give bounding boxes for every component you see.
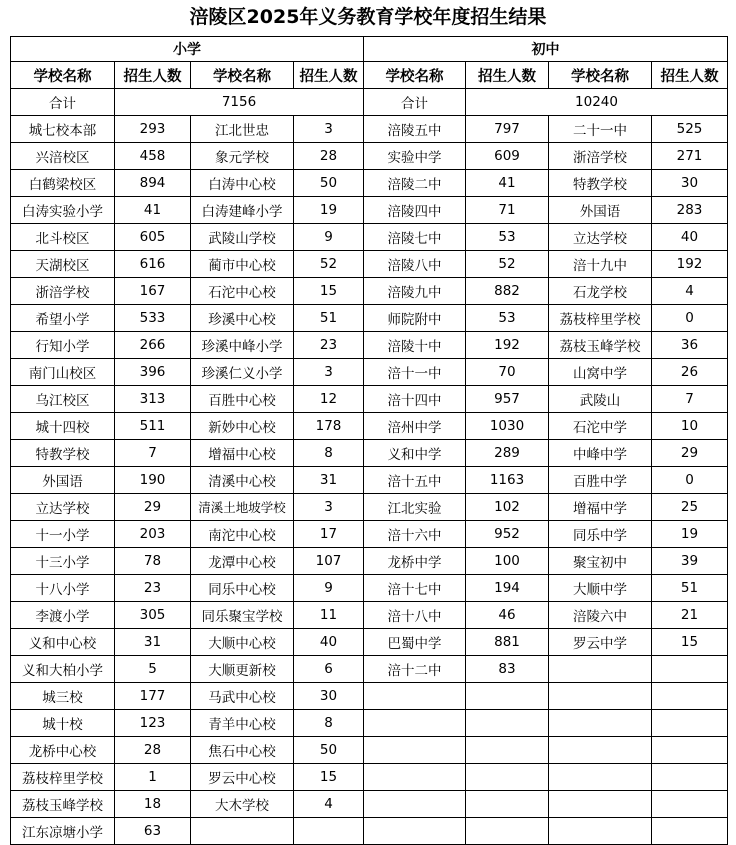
column-header: 招生人数 bbox=[652, 62, 728, 89]
school-name-cell: 清溪中心校 bbox=[191, 467, 294, 494]
school-name-cell: 巴蜀中学 bbox=[364, 629, 466, 656]
school-name-cell: 聚宝初中 bbox=[549, 548, 652, 575]
enrollment-count-cell: 25 bbox=[652, 494, 728, 521]
enrollment-count-cell: 21 bbox=[652, 602, 728, 629]
total-value-primary: 7156 bbox=[115, 89, 364, 116]
school-name-cell: 特教学校 bbox=[549, 170, 652, 197]
enrollment-count-cell: 952 bbox=[466, 521, 549, 548]
school-name-cell: 十八小学 bbox=[11, 575, 115, 602]
header-row bbox=[11, 62, 728, 89]
enrollment-count-cell: 9 bbox=[294, 575, 364, 602]
school-name-cell: 珍溪中心校 bbox=[191, 305, 294, 332]
enrollment-count-cell: 11 bbox=[294, 602, 364, 629]
enrollment-count-cell: 0 bbox=[652, 305, 728, 332]
enrollment-count-cell: 23 bbox=[294, 332, 364, 359]
enrollment-count-cell: 107 bbox=[294, 548, 364, 575]
enrollment-count-cell: 609 bbox=[466, 143, 549, 170]
table-row bbox=[11, 764, 728, 791]
table-row bbox=[11, 197, 728, 224]
school-name-cell: 白鹤梁校区 bbox=[11, 170, 115, 197]
school-name-cell: 义和大柏小学 bbox=[11, 656, 115, 683]
school-name-cell bbox=[191, 818, 294, 845]
school-name-cell: 外国语 bbox=[549, 197, 652, 224]
enrollment-count-cell: 4 bbox=[652, 278, 728, 305]
school-name-cell: 白涛实验小学 bbox=[11, 197, 115, 224]
enrollment-count-cell: 511 bbox=[115, 413, 191, 440]
enrollment-count-cell: 9 bbox=[294, 224, 364, 251]
totals-row bbox=[11, 89, 728, 116]
school-name-cell: 立达学校 bbox=[11, 494, 115, 521]
enrollment-count-cell bbox=[466, 818, 549, 845]
table-row bbox=[11, 170, 728, 197]
enrollment-table bbox=[10, 36, 728, 845]
enrollment-count-cell: 192 bbox=[652, 251, 728, 278]
section-middle: 初中 bbox=[364, 37, 728, 62]
school-name-cell: 白涛中心校 bbox=[191, 170, 294, 197]
enrollment-count-cell: 1030 bbox=[466, 413, 549, 440]
total-label-middle: 合计 bbox=[364, 89, 466, 116]
column-header: 学校名称 bbox=[549, 62, 652, 89]
enrollment-count-cell: 525 bbox=[652, 116, 728, 143]
school-name-cell: 南沱中心校 bbox=[191, 521, 294, 548]
table-row bbox=[11, 386, 728, 413]
enrollment-count-cell: 3 bbox=[294, 494, 364, 521]
enrollment-count-cell: 31 bbox=[294, 467, 364, 494]
enrollment-count-cell: 26 bbox=[652, 359, 728, 386]
table-row bbox=[11, 548, 728, 575]
enrollment-count-cell: 192 bbox=[466, 332, 549, 359]
school-name-cell: 增福中学 bbox=[549, 494, 652, 521]
school-name-cell: 马武中心校 bbox=[191, 683, 294, 710]
enrollment-count-cell: 0 bbox=[652, 467, 728, 494]
table-row bbox=[11, 278, 728, 305]
enrollment-count-cell bbox=[294, 818, 364, 845]
enrollment-count-cell bbox=[652, 656, 728, 683]
table-row bbox=[11, 467, 728, 494]
school-name-cell: 罗云中心校 bbox=[191, 764, 294, 791]
total-value-middle: 10240 bbox=[466, 89, 728, 116]
enrollment-count-cell: 3 bbox=[294, 359, 364, 386]
enrollment-count-cell: 882 bbox=[466, 278, 549, 305]
school-name-cell: 新妙中心校 bbox=[191, 413, 294, 440]
school-name-cell: 行知小学 bbox=[11, 332, 115, 359]
enrollment-count-cell: 194 bbox=[466, 575, 549, 602]
enrollment-count-cell: 36 bbox=[652, 332, 728, 359]
school-name-cell: 石沱中学 bbox=[549, 413, 652, 440]
school-name-cell: 武陵山学校 bbox=[191, 224, 294, 251]
table-row bbox=[11, 602, 728, 629]
table-row bbox=[11, 413, 728, 440]
school-name-cell: 龙桥中心校 bbox=[11, 737, 115, 764]
column-header: 招生人数 bbox=[294, 62, 364, 89]
school-name-cell: 石龙学校 bbox=[549, 278, 652, 305]
column-header: 学校名称 bbox=[11, 62, 115, 89]
school-name-cell bbox=[549, 737, 652, 764]
table-row bbox=[11, 224, 728, 251]
enrollment-count-cell: 50 bbox=[294, 170, 364, 197]
school-name-cell: 十三小学 bbox=[11, 548, 115, 575]
enrollment-count-cell: 458 bbox=[115, 143, 191, 170]
enrollment-count-cell: 18 bbox=[115, 791, 191, 818]
school-name-cell: 增福中心校 bbox=[191, 440, 294, 467]
enrollment-count-cell: 283 bbox=[652, 197, 728, 224]
school-name-cell: 浙涪学校 bbox=[11, 278, 115, 305]
enrollment-count-cell bbox=[652, 683, 728, 710]
table-row bbox=[11, 359, 728, 386]
enrollment-count-cell: 12 bbox=[294, 386, 364, 413]
school-name-cell bbox=[549, 683, 652, 710]
school-name-cell: 实验中学 bbox=[364, 143, 466, 170]
school-name-cell: 罗云中学 bbox=[549, 629, 652, 656]
enrollment-count-cell: 39 bbox=[652, 548, 728, 575]
table-row bbox=[11, 116, 728, 143]
school-name-cell: 城七校本部 bbox=[11, 116, 115, 143]
page-title: 涪陵区2025年义务教育学校年度招生结果 bbox=[189, 6, 547, 28]
school-name-cell bbox=[364, 818, 466, 845]
school-name-cell: 浙涪学校 bbox=[549, 143, 652, 170]
enrollment-count-cell: 70 bbox=[466, 359, 549, 386]
enrollment-count-cell: 305 bbox=[115, 602, 191, 629]
school-name-cell: 义和中学 bbox=[364, 440, 466, 467]
school-name-cell bbox=[364, 791, 466, 818]
enrollment-count-cell: 3 bbox=[294, 116, 364, 143]
enrollment-count-cell: 797 bbox=[466, 116, 549, 143]
school-name-cell: 百胜中学 bbox=[549, 467, 652, 494]
enrollment-count-cell: 31 bbox=[115, 629, 191, 656]
school-name-cell: 龙桥中学 bbox=[364, 548, 466, 575]
enrollment-count-cell: 1163 bbox=[466, 467, 549, 494]
enrollment-count-cell: 15 bbox=[652, 629, 728, 656]
school-name-cell: 涪州中学 bbox=[364, 413, 466, 440]
school-name-cell: 涪十七中 bbox=[364, 575, 466, 602]
enrollment-count-cell: 41 bbox=[466, 170, 549, 197]
school-name-cell: 涪十四中 bbox=[364, 386, 466, 413]
school-name-cell bbox=[364, 737, 466, 764]
school-name-cell: 焦石中心校 bbox=[191, 737, 294, 764]
enrollment-count-cell: 51 bbox=[294, 305, 364, 332]
school-name-cell: 义和中心校 bbox=[11, 629, 115, 656]
school-name-cell: 象元学校 bbox=[191, 143, 294, 170]
school-name-cell: 师院附中 bbox=[364, 305, 466, 332]
school-name-cell: 中峰中学 bbox=[549, 440, 652, 467]
school-name-cell: 李渡小学 bbox=[11, 602, 115, 629]
enrollment-count-cell bbox=[466, 791, 549, 818]
table-row bbox=[11, 710, 728, 737]
school-name-cell: 珍溪仁义小学 bbox=[191, 359, 294, 386]
enrollment-count-cell: 63 bbox=[115, 818, 191, 845]
school-name-cell: 涪陵九中 bbox=[364, 278, 466, 305]
enrollment-count-cell: 53 bbox=[466, 305, 549, 332]
enrollment-count-cell: 203 bbox=[115, 521, 191, 548]
school-name-cell: 涪陵六中 bbox=[549, 602, 652, 629]
enrollment-count-cell: 40 bbox=[652, 224, 728, 251]
enrollment-count-cell: 190 bbox=[115, 467, 191, 494]
school-name-cell: 兴涪校区 bbox=[11, 143, 115, 170]
enrollment-count-cell: 52 bbox=[294, 251, 364, 278]
table-row bbox=[11, 629, 728, 656]
table-row bbox=[11, 683, 728, 710]
enrollment-count-cell: 102 bbox=[466, 494, 549, 521]
school-name-cell: 珍溪中峰小学 bbox=[191, 332, 294, 359]
table-row bbox=[11, 305, 728, 332]
enrollment-count-cell: 52 bbox=[466, 251, 549, 278]
enrollment-count-cell: 100 bbox=[466, 548, 549, 575]
table-row bbox=[11, 791, 728, 818]
enrollment-count-cell: 28 bbox=[115, 737, 191, 764]
enrollment-count-cell: 957 bbox=[466, 386, 549, 413]
enrollment-count-cell: 167 bbox=[115, 278, 191, 305]
school-name-cell: 南门山校区 bbox=[11, 359, 115, 386]
enrollment-count-cell: 894 bbox=[115, 170, 191, 197]
school-name-cell: 涪陵八中 bbox=[364, 251, 466, 278]
school-name-cell: 白涛建峰小学 bbox=[191, 197, 294, 224]
enrollment-count-cell: 4 bbox=[294, 791, 364, 818]
enrollment-count-cell: 289 bbox=[466, 440, 549, 467]
enrollment-count-cell: 28 bbox=[294, 143, 364, 170]
enrollment-count-cell: 6 bbox=[294, 656, 364, 683]
table-row bbox=[11, 440, 728, 467]
enrollment-count-cell: 178 bbox=[294, 413, 364, 440]
enrollment-count-cell: 1 bbox=[115, 764, 191, 791]
enrollment-count-cell bbox=[652, 764, 728, 791]
school-name-cell: 大顺更新校 bbox=[191, 656, 294, 683]
school-name-cell bbox=[549, 710, 652, 737]
section-primary: 小学 bbox=[11, 37, 364, 62]
enrollment-count-cell: 881 bbox=[466, 629, 549, 656]
table-row bbox=[11, 656, 728, 683]
school-name-cell: 乌江校区 bbox=[11, 386, 115, 413]
school-name-cell bbox=[364, 764, 466, 791]
school-name-cell: 北斗校区 bbox=[11, 224, 115, 251]
school-name-cell: 同乐聚宝学校 bbox=[191, 602, 294, 629]
enrollment-count-cell: 396 bbox=[115, 359, 191, 386]
school-name-cell: 涪十一中 bbox=[364, 359, 466, 386]
school-name-cell: 清溪土地坡学校 bbox=[191, 494, 294, 521]
table-row bbox=[11, 494, 728, 521]
enrollment-count-cell: 29 bbox=[652, 440, 728, 467]
enrollment-count-cell bbox=[466, 737, 549, 764]
column-header: 招生人数 bbox=[466, 62, 549, 89]
enrollment-count-cell: 10 bbox=[652, 413, 728, 440]
school-name-cell: 涪十九中 bbox=[549, 251, 652, 278]
enrollment-count-cell: 177 bbox=[115, 683, 191, 710]
school-name-cell: 城十四校 bbox=[11, 413, 115, 440]
enrollment-count-cell: 50 bbox=[294, 737, 364, 764]
enrollment-count-cell: 19 bbox=[652, 521, 728, 548]
school-name-cell: 荔枝玉峰学校 bbox=[11, 791, 115, 818]
table-row bbox=[11, 818, 728, 845]
school-name-cell: 特教学校 bbox=[11, 440, 115, 467]
enrollment-count-cell: 78 bbox=[115, 548, 191, 575]
enrollment-count-cell: 30 bbox=[652, 170, 728, 197]
school-name-cell: 青羊中心校 bbox=[191, 710, 294, 737]
school-name-cell: 荔枝梓里学校 bbox=[11, 764, 115, 791]
school-name-cell: 希望小学 bbox=[11, 305, 115, 332]
enrollment-count-cell: 8 bbox=[294, 440, 364, 467]
school-name-cell: 同乐中学 bbox=[549, 521, 652, 548]
enrollment-count-cell: 293 bbox=[115, 116, 191, 143]
enrollment-count-cell bbox=[652, 791, 728, 818]
total-label-primary: 合计 bbox=[11, 89, 115, 116]
school-name-cell: 涪陵二中 bbox=[364, 170, 466, 197]
enrollment-count-cell bbox=[466, 683, 549, 710]
school-name-cell: 百胜中心校 bbox=[191, 386, 294, 413]
table-row bbox=[11, 737, 728, 764]
enrollment-count-cell: 533 bbox=[115, 305, 191, 332]
table-row bbox=[11, 332, 728, 359]
enrollment-count-cell: 8 bbox=[294, 710, 364, 737]
school-name-cell: 江北世忠 bbox=[191, 116, 294, 143]
enrollment-count-cell: 271 bbox=[652, 143, 728, 170]
school-name-cell: 江北实验 bbox=[364, 494, 466, 521]
enrollment-count-cell: 7 bbox=[115, 440, 191, 467]
table-row bbox=[11, 521, 728, 548]
enrollment-count-cell: 51 bbox=[652, 575, 728, 602]
enrollment-count-cell: 15 bbox=[294, 278, 364, 305]
school-name-cell: 涪十五中 bbox=[364, 467, 466, 494]
enrollment-count-cell: 23 bbox=[115, 575, 191, 602]
table-row bbox=[11, 143, 728, 170]
school-name-cell: 蔺市中心校 bbox=[191, 251, 294, 278]
enrollment-count-cell: 41 bbox=[115, 197, 191, 224]
enrollment-count-cell: 266 bbox=[115, 332, 191, 359]
school-name-cell: 江东凉塘小学 bbox=[11, 818, 115, 845]
enrollment-count-cell: 15 bbox=[294, 764, 364, 791]
school-name-cell: 大顺中心校 bbox=[191, 629, 294, 656]
school-name-cell: 城三校 bbox=[11, 683, 115, 710]
enrollment-count-cell bbox=[466, 710, 549, 737]
enrollment-count-cell: 123 bbox=[115, 710, 191, 737]
school-name-cell: 涪十八中 bbox=[364, 602, 466, 629]
school-name-cell: 涪十六中 bbox=[364, 521, 466, 548]
table-row bbox=[11, 251, 728, 278]
school-name-cell: 天湖校区 bbox=[11, 251, 115, 278]
enrollment-count-cell: 5 bbox=[115, 656, 191, 683]
school-name-cell: 石沱中心校 bbox=[191, 278, 294, 305]
school-name-cell: 龙潭中心校 bbox=[191, 548, 294, 575]
school-name-cell: 大木学校 bbox=[191, 791, 294, 818]
enrollment-count-cell: 29 bbox=[115, 494, 191, 521]
table-row bbox=[11, 575, 728, 602]
school-name-cell: 十一小学 bbox=[11, 521, 115, 548]
school-name-cell: 涪陵四中 bbox=[364, 197, 466, 224]
school-name-cell bbox=[549, 764, 652, 791]
school-name-cell: 立达学校 bbox=[549, 224, 652, 251]
enrollment-count-cell bbox=[652, 737, 728, 764]
enrollment-count-cell: 53 bbox=[466, 224, 549, 251]
enrollment-count-cell: 616 bbox=[115, 251, 191, 278]
school-name-cell: 城十校 bbox=[11, 710, 115, 737]
enrollment-count-cell: 30 bbox=[294, 683, 364, 710]
school-name-cell: 大顺中学 bbox=[549, 575, 652, 602]
enrollment-count-cell bbox=[652, 818, 728, 845]
school-name-cell: 同乐中心校 bbox=[191, 575, 294, 602]
enrollment-count-cell: 19 bbox=[294, 197, 364, 224]
enrollment-count-cell: 71 bbox=[466, 197, 549, 224]
enrollment-count-cell: 17 bbox=[294, 521, 364, 548]
school-name-cell: 荔枝梓里学校 bbox=[549, 305, 652, 332]
enrollment-count-cell: 605 bbox=[115, 224, 191, 251]
column-header: 学校名称 bbox=[364, 62, 466, 89]
school-name-cell: 武陵山 bbox=[549, 386, 652, 413]
school-name-cell: 山窝中学 bbox=[549, 359, 652, 386]
school-name-cell: 涪陵七中 bbox=[364, 224, 466, 251]
school-name-cell bbox=[549, 656, 652, 683]
school-name-cell: 荔枝玉峰学校 bbox=[549, 332, 652, 359]
enrollment-count-cell bbox=[652, 710, 728, 737]
school-name-cell: 涪陵五中 bbox=[364, 116, 466, 143]
enrollment-count-cell: 7 bbox=[652, 386, 728, 413]
school-name-cell bbox=[364, 710, 466, 737]
school-name-cell bbox=[364, 683, 466, 710]
column-header: 学校名称 bbox=[191, 62, 294, 89]
enrollment-count-cell bbox=[466, 764, 549, 791]
enrollment-count-cell: 46 bbox=[466, 602, 549, 629]
school-name-cell: 涪陵十中 bbox=[364, 332, 466, 359]
column-header: 招生人数 bbox=[115, 62, 191, 89]
enrollment-count-cell: 313 bbox=[115, 386, 191, 413]
school-name-cell: 二十一中 bbox=[549, 116, 652, 143]
school-name-cell: 涪十二中 bbox=[364, 656, 466, 683]
school-name-cell: 外国语 bbox=[11, 467, 115, 494]
school-name-cell bbox=[549, 818, 652, 845]
school-name-cell bbox=[549, 791, 652, 818]
enrollment-count-cell: 83 bbox=[466, 656, 549, 683]
enrollment-count-cell: 40 bbox=[294, 629, 364, 656]
